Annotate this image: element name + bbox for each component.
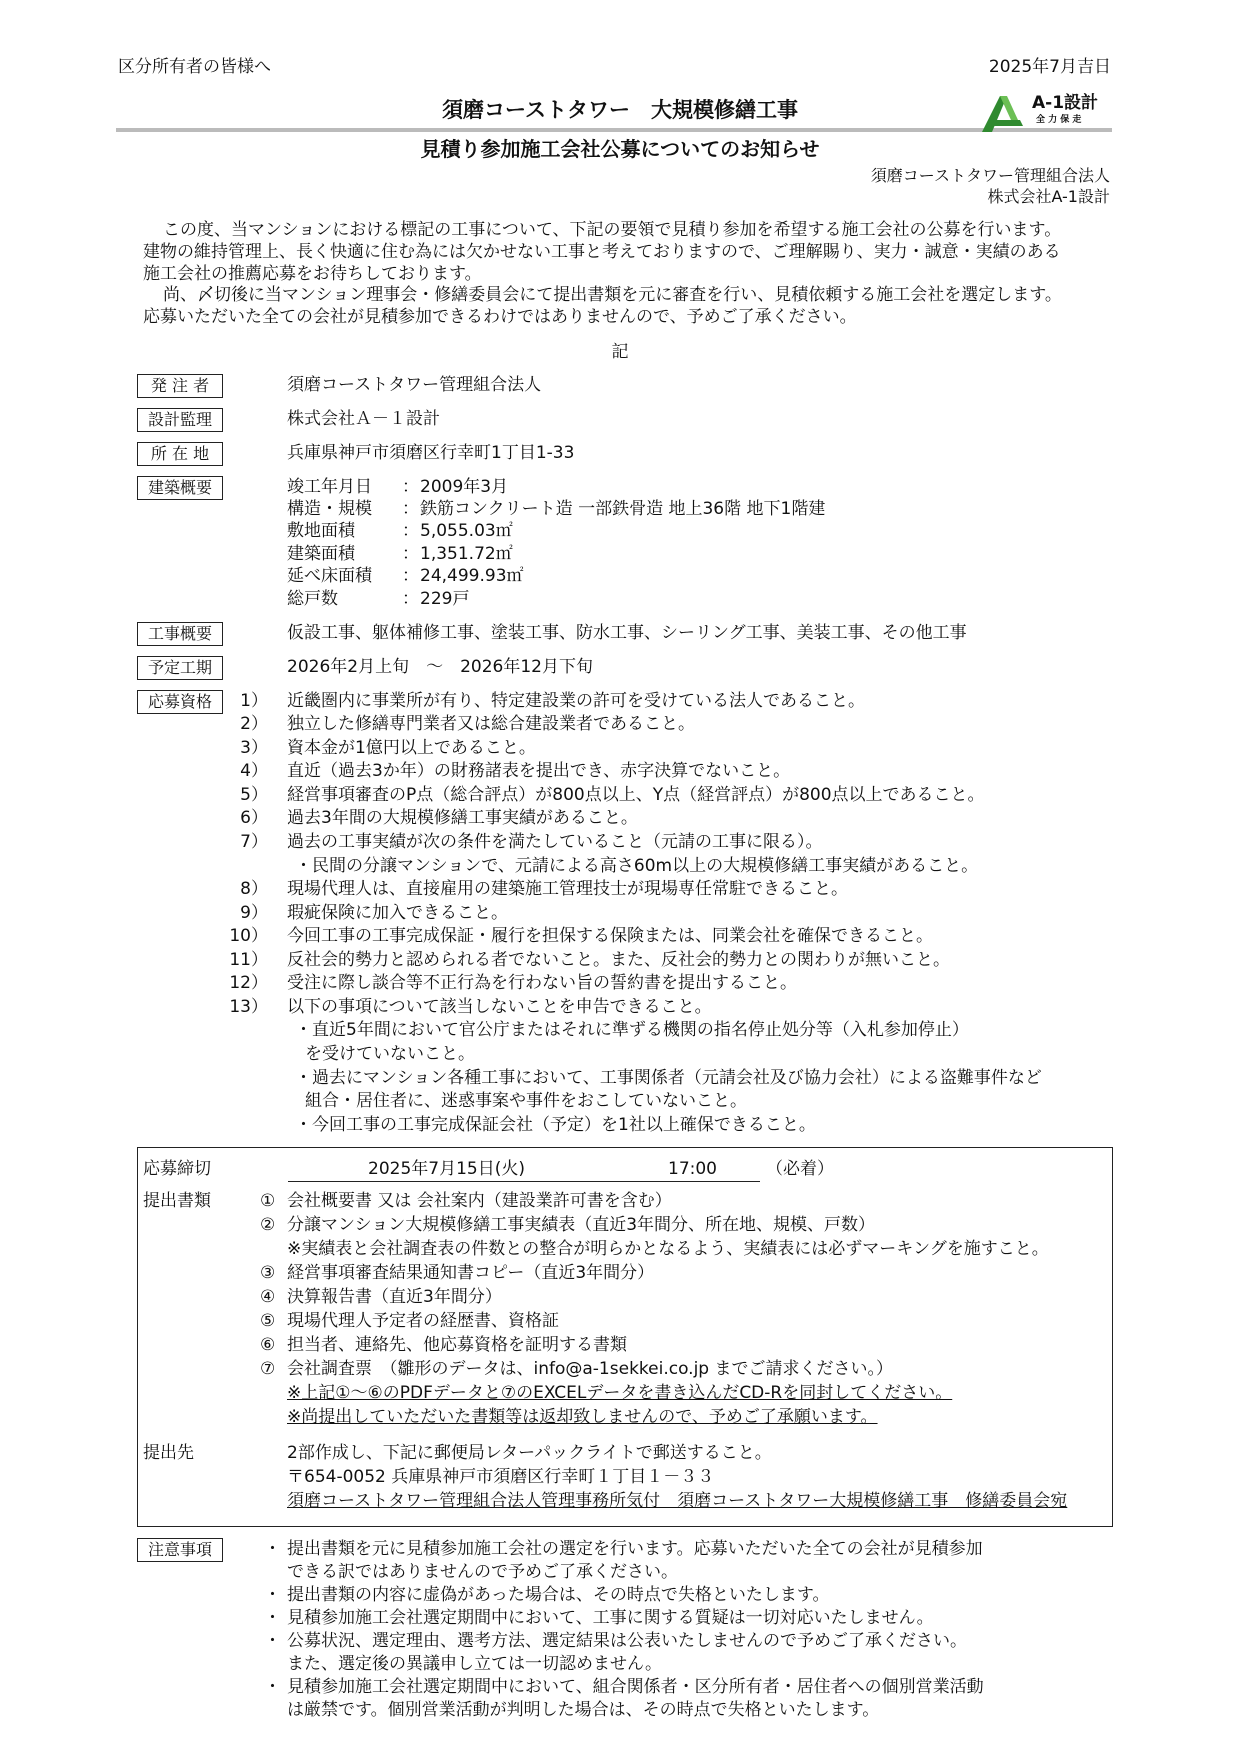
title-underline — [116, 128, 1112, 132]
building-colon: ： — [402, 477, 419, 497]
building-colon: ： — [402, 566, 419, 586]
qualification-13-sub: ・過去にマンション各種工事において、工事関係者（元請会社及び協力会社）による盗難事件など — [295, 1068, 1042, 1088]
qualification-7-sub: ・民間の分譲マンションで、元請による高さ60m以上の大規模修繕工事実績があること。 — [295, 856, 979, 876]
qualification-number: 12） — [229, 973, 268, 993]
doc-text: 決算報告書（直近3年間分） — [287, 1287, 502, 1307]
qualification-text: 過去の工事実績が次の条件を満たしていること（元請の工事に限る）。 — [287, 832, 823, 852]
qualification-number: 3） — [240, 738, 268, 758]
building-colon: ： — [402, 589, 419, 609]
doc-text: 担当者、連絡先、他応募資格を証明する書類 — [287, 1335, 627, 1355]
docs-label: 提出書類 — [143, 1191, 211, 1211]
note-text: 見積参加施工会社選定期間中において、工事に関する質疑は一切対応いたしません。 — [287, 1608, 934, 1628]
logo-mark-icon — [980, 90, 1026, 134]
logo-text: A-1設計 — [1032, 93, 1099, 113]
intro-line-3: 施工会社の推薦応募をお待ちしております。 — [143, 264, 482, 284]
note-text: また、選定後の異議申し立ては一切認めません。 — [287, 1654, 663, 1674]
issue-date: 2025年7月吉日 — [988, 57, 1111, 77]
destination-line: 2部作成し、下記に郵便局レターパックライトで郵送すること。 — [287, 1443, 772, 1463]
qualification-text: 受注に際し談合等不正行為を行わない旨の誓約書を提出すること。 — [287, 973, 797, 993]
building-key: 敷地面積 — [287, 521, 355, 541]
doc-number: ① — [260, 1191, 276, 1211]
deadline-time: 17:00 — [668, 1159, 717, 1179]
cd-r-note: ※上記①～⑥のPDFデータと⑦のEXCELデータを書き込んだCD-Rを同封してください。 — [287, 1383, 953, 1403]
doc-2-note: ※実績表と会社調査表の件数との整合が明らかとなるよう、実績表には必ずマーキングを施すこと。 — [287, 1239, 1049, 1259]
note-bullet: ・ — [264, 1585, 281, 1605]
building-key: 建築面積 — [287, 544, 355, 564]
document-title: 須磨コーストタワー 大規模修繕工事 — [442, 98, 798, 122]
building-value: 24,499.93㎡ — [420, 566, 524, 586]
doc-text: 会社概要書 又は 会社案内（建設業許可書を含む） — [287, 1191, 672, 1211]
doc-number: ⑥ — [260, 1335, 276, 1355]
qualification-number: 2） — [240, 714, 268, 734]
qualification-number: 6） — [240, 808, 268, 828]
doc-number: ④ — [260, 1287, 276, 1307]
doc-number: ② — [260, 1215, 276, 1235]
doc-text: 現場代理人予定者の経歴書、資格証 — [287, 1311, 559, 1331]
note-text: できる訳ではありませんので予めご了承ください。 — [287, 1562, 678, 1582]
destination-label: 提出先 — [143, 1443, 194, 1463]
building-colon: ： — [402, 544, 419, 564]
qualification-number: 10） — [229, 926, 268, 946]
qualification-number: 4） — [240, 761, 268, 781]
note-text: 公募状況、選定理由、選考方法、選定結果は公表いたしませんので予めご了承ください。 — [287, 1631, 967, 1651]
supervisor-label: 設計監理 — [137, 408, 223, 432]
qualification-number: 1） — [240, 691, 268, 711]
qualification-text: 近畿圏内に事業所が有り、特定建設業の許可を受けている法人であること。 — [287, 691, 865, 711]
works-label: 工事概要 — [137, 622, 223, 646]
intro-line-5: 応募いただいた全ての会社が見積参加できるわけではありませんので、予めご了承ください。 — [143, 307, 857, 327]
company-logo — [980, 90, 1116, 134]
note-text: は厳禁です。個別営業活動が判明した場合は、その時点で失格といたします。 — [287, 1700, 880, 1720]
intro-line-2: 建物の維持管理上、長く快適に住む為には欠かせない工事と考えておりますので、ご理解賜り、実力・誠意・実績のある — [143, 242, 1061, 262]
building-colon: ： — [402, 521, 419, 541]
period-label: 予定工期 — [137, 656, 223, 680]
issuer-company: 株式会社A-1設計 — [987, 187, 1110, 206]
deadline-label: 応募締切 — [143, 1159, 211, 1179]
notes-label: 注意事項 — [137, 1538, 223, 1562]
qualification-number: 8） — [240, 879, 268, 899]
note-bullet: ・ — [264, 1631, 281, 1651]
note-bullet: ・ — [264, 1608, 281, 1628]
destination-recipient: 須磨コーストタワー管理組合法人管理事務所気付 須磨コーストタワー大規模修繕工事 修繕委員会宛 — [287, 1491, 1068, 1511]
building-key: 延べ床面積 — [287, 566, 372, 586]
qualification-text: 独立した修繕専門業者又は総合建設業者であること。 — [287, 714, 695, 734]
intro-line-1: この度、当マンションにおける標記の工事について、下記の要領で見積り参加を希望する施工会社の公募を行います。 — [163, 220, 1062, 240]
doc-number: ③ — [260, 1263, 276, 1283]
qualification-text: 経営事項審査のP点（総合評点）が800点以上、Y点（経営評点）が800点以上であること。 — [287, 785, 985, 805]
qualification-number: 11） — [229, 950, 268, 970]
qualification-13-sub: ・今回工事の工事完成保証会社（予定）を1社以上確保できること。 — [295, 1115, 816, 1135]
doc-text: 会社調査票 （雛形のデータは、info@a-1sekkei.co.jp までご請求ください。） — [287, 1359, 894, 1379]
issuer-association: 須磨コーストタワー管理組合法人 — [870, 166, 1110, 185]
qualification-number: 13） — [229, 997, 268, 1017]
qualification-number: 5） — [240, 785, 268, 805]
intro-line-4: 尚、〆切後に当マンション理事会・修繕委員会にて提出書類を元に審査を行い、見積依頼する施工会社を選定します。 — [163, 285, 1062, 305]
qualification-text: 瑕疵保険に加入できること。 — [287, 903, 508, 923]
qualification-13-sub: 組合・居住者に、迷惑事案や事件をおこしていないこと。 — [305, 1091, 747, 1111]
building-value: 5,055.03㎡ — [420, 521, 513, 541]
building-value: 2009年3月 — [420, 477, 509, 497]
building-key: 竣工年月日 — [287, 477, 372, 497]
location-label: 所 在 地 — [137, 442, 223, 466]
note-text: 提出書類の内容に虚偽があった場合は、その時点で失格といたします。 — [287, 1585, 830, 1605]
qualification-text: 以下の事項について該当しないことを申告できること。 — [287, 997, 712, 1017]
note-text: 提出書類を元に見積参加施工会社の選定を行います。応募いただいた全ての会社が見積参加 — [287, 1539, 983, 1559]
building-key: 構造・規模 — [287, 499, 372, 519]
qualification-number: 9） — [240, 903, 268, 923]
qualification-text: 直近（過去3か年）の財務諸表を提出でき、赤字決算でないこと。 — [287, 761, 791, 781]
qualification-text: 反社会的勢力と認められる者でないこと。また、反社会的勢力との関わりが無いこと。 — [287, 950, 950, 970]
qualification-13-sub: を受けていないこと。 — [305, 1044, 475, 1064]
doc-text: 分譲マンション大規模修繕工事実績表（直近3年間分、所在地、規模、戸数） — [287, 1215, 876, 1235]
note-bullet: ・ — [264, 1677, 281, 1697]
qualification-text: 今回工事の工事完成保証・履行を担保する保険または、同業会社を確保できること。 — [287, 926, 933, 946]
building-value: 鉄筋コンクリート造 一部鉄骨造 地上36階 地下1階建 — [420, 499, 826, 519]
orderer-value: 須磨コーストタワー管理組合法人 — [287, 375, 542, 395]
building-key: 総戸数 — [287, 589, 338, 609]
qualification-text: 過去3年間の大規模修繕工事実績があること。 — [287, 808, 638, 828]
qualification-number: 7） — [240, 832, 268, 852]
doc-number: ⑦ — [260, 1359, 276, 1379]
deadline-date: 2025年7月15日(火) — [368, 1159, 525, 1179]
building-colon: ： — [402, 499, 419, 519]
ki-mark: 記 — [611, 342, 629, 362]
period-value: 2026年2月上旬 ～ 2026年12月下旬 — [287, 657, 593, 677]
note-bullet: ・ — [264, 1539, 281, 1559]
qualifications-label: 応募資格 — [137, 690, 223, 714]
logo-subtext: 全 力 保 走 — [1036, 115, 1082, 125]
building-value: 1,351.72㎡ — [420, 544, 513, 564]
qualification-13-sub: ・直近5年間において官公庁またはそれに準ずる機関の指名停止処分等（入札参加停止） — [295, 1020, 969, 1040]
deadline-note: （必着） — [766, 1159, 834, 1179]
addressee: 区分所有者の皆様へ — [118, 57, 271, 77]
return-note: ※尚提出していただいた書類等は返却致しませんので、予めご了承願います。 — [287, 1407, 878, 1427]
qualification-text: 現場代理人は、直接雇用の建築施工管理技士が現場専任常駐できること。 — [287, 879, 848, 899]
building-overview-label: 建築概要 — [137, 476, 223, 500]
document-subtitle: 見積り参加施工会社公募についてのお知らせ — [420, 137, 820, 161]
works-value: 仮設工事、躯体補修工事、塗装工事、防水工事、シーリング工事、美装工事、その他工事 — [287, 623, 967, 643]
building-value: 229戸 — [420, 589, 470, 609]
note-text: 見積参加施工会社選定期間中において、組合関係者・区分所有者・居住者への個別営業活動 — [287, 1677, 984, 1697]
doc-text: 経営事項審査結果通知書コピー（直近3年間分） — [287, 1263, 655, 1283]
location-value: 兵庫県神戸市須磨区行幸町1丁目1-33 — [287, 443, 575, 463]
doc-number: ⑤ — [260, 1311, 276, 1331]
qualification-text: 資本金が1億円以上であること。 — [287, 738, 536, 758]
supervisor-value: 株式会社Ａ－１設計 — [287, 409, 440, 429]
destination-address: 〒654-0052 兵庫県神戸市須磨区行幸町１丁目１－３３ — [287, 1467, 715, 1487]
orderer-label: 発 注 者 — [137, 374, 223, 398]
